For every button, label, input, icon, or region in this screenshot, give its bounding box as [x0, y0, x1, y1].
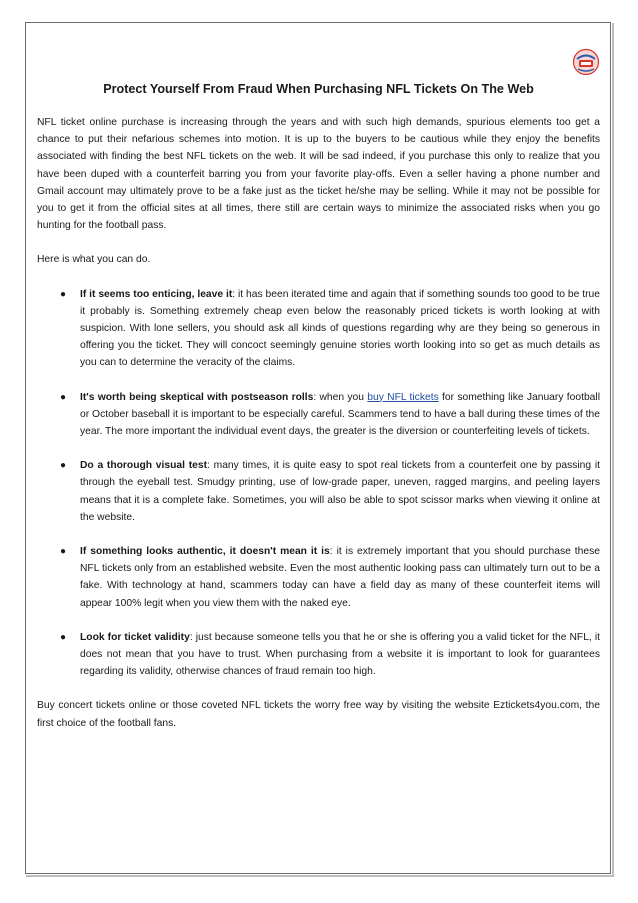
tip-text: : just because someone tells you that he or she is offering you a valid ticket for the NFL, it does not mean that you have to trust. When purchasing from a website it is important to look for guarantees regarding its validity, otherwise chances of fraud remain too high. [80, 631, 600, 678]
tip-heading: If something looks authentic, it doesn't mean it is [80, 546, 330, 558]
ticket-logo-icon [572, 48, 600, 76]
tip-heading: Do a thorough visual test [80, 460, 208, 472]
tip-text: : it has been iterated time and again that if something sounds too good to be true it probably is. Something extremely cheap even below the reasonably priced tickets is worth looking at with suspicion. With lone sellers, you should ask all kinds of questions regarding why are they being so generous in offering you the ticket. They will concoct seemingly genuine stories worth looking into so get as much details as you can to determine the veracity of the claims. [80, 288, 600, 369]
bullet-icon: ● [60, 460, 67, 472]
bullet-icon: ● [60, 631, 67, 643]
tip-heading: It's worth being skeptical with postseason rolls [80, 391, 314, 403]
bullet-icon: ● [60, 288, 67, 300]
list-item [37, 286, 600, 372]
tips-list [37, 286, 600, 681]
tip-text: : it is extremely important that you should purchase these NFL tickets only from an established website. Even the most authentic looking pass can ultimately turn out to be a fake. With technology at hand, scammers today can have a field day as many of these counterfeit items will appear 100% legit when you view them with the naked eye. [80, 546, 600, 609]
tip-text-before-link: : when you [313, 391, 368, 403]
tip-text: for something like January football or October baseball it is important to be especially careful. Scammers tend to have a ball during these times of the year. The more important the individual event days, the greater is the diversion or counterfeiting levels of tickets. [80, 391, 600, 438]
tip-text: : many times, it is quite easy to spot real tickets from a counterfeit one by passing it through the eyeball test. Smudgy printing, use of low-grade paper, uneven, ragged margins, and peeling layers means that it is a complete fake. Sometimes, you will also be able to spot scissor marks when viewing it online at the website. [80, 460, 600, 523]
tip-heading: If it seems too enticing, leave it [80, 288, 233, 300]
bullet-icon: ● [60, 391, 67, 403]
closing-paragraph: Buy concert tickets online or those coveted NFL tickets the worry free way by visiting the website Eztickets4you.com, the first choice of the football fans. [37, 700, 600, 729]
list-item [37, 629, 600, 681]
tip-heading: Look for ticket validity [80, 631, 190, 643]
document-body [37, 81, 600, 732]
list-item [37, 543, 600, 612]
list-item [37, 457, 600, 526]
list-item [37, 389, 600, 441]
intro-paragraph: NFL ticket online purchase is increasing through the years and with such high demands, spurious elements too get a chance to put their nefarious schemes into motion. It is up to the buyers to be cautious while they enjoy the benefits associated with finding the best NFL tickets on the web. It will be sad indeed, if you purchase this only to realize that you have been duped with a counterfeit barring you from your favorite play-offs. Even a seller having a phone number and Gmail account may ultimately prove to be a fake just as the ticket he/she may be selling. While it may not be possible for you to get it from the official sites at all times, there still are certain ways to minimize the associated risks when you go hunting for the football pass. [37, 117, 600, 232]
bullet-icon: ● [60, 546, 67, 558]
lead-paragraph: Here is what you can do. [37, 254, 151, 266]
buy-nfl-tickets-link[interactable]: buy NFL tickets [367, 391, 439, 403]
document-title: Protect Yourself From Fraud When Purchasing NFL Tickets On The Web [103, 82, 534, 96]
